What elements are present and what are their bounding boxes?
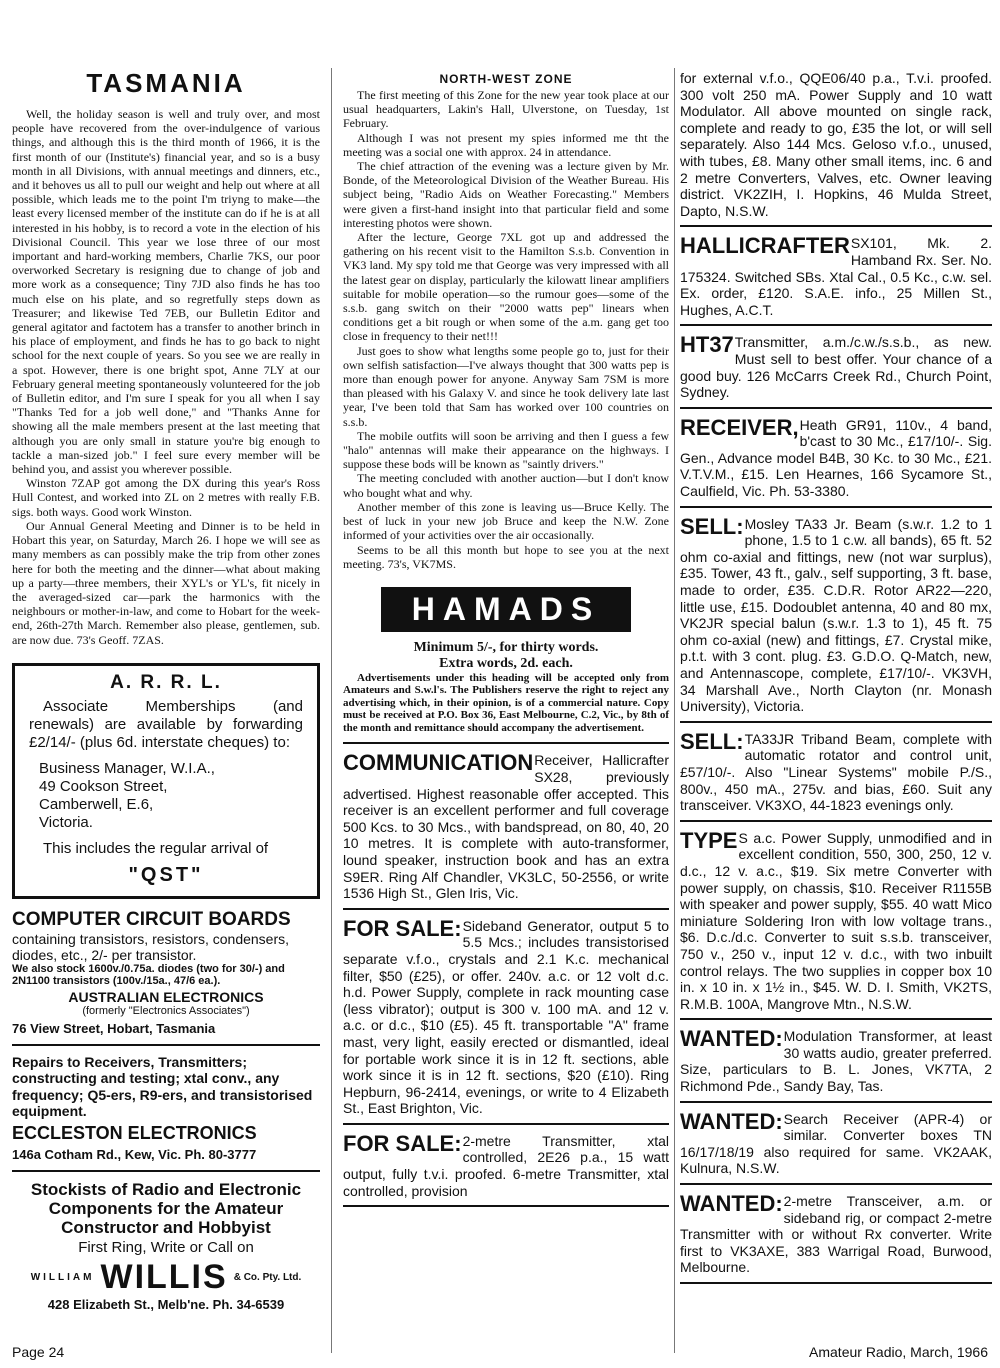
eccleston-name: ECCLESTON ELECTRONICS <box>12 1122 257 1143</box>
arrl-address-line: 49 Cookson Street, <box>39 777 168 795</box>
northwest-para: The first meeting of this Zone for the new year took place at our usual headquarters, Lakin's Hall, Ulverstone, on Tuesday, 1st February. <box>343 88 669 131</box>
column-2 <box>343 62 669 1215</box>
arrl-ad <box>12 663 320 899</box>
divider <box>12 1170 320 1172</box>
ccb-formerly: (formerly "Electronics Associates") <box>82 1004 250 1017</box>
classified-drop-cap: SELL: <box>680 513 744 539</box>
eccleston-ad <box>12 1054 320 1162</box>
hamads-rules: Advertisements under this heading will be accepted only from Amateurs and S.w.l's. The Publishers reserve the right to reject any advertising which, in their opinion, is of a commercial nature. Copy must be received at P.O. Box 36, East Melbourne, C.2, Vic., by 8th of the month and remittance should accompany the advertisement. <box>343 671 669 734</box>
arrl-address-line: Victoria. <box>39 813 93 831</box>
classified-text: 2-metre Transmitter, xtal controlled, 2E26 p.a., 15 watt output, fully t.v.i. proofed. 6-metre Transmitter, xtal controlled, provision <box>343 1132 669 1199</box>
willis-left: WILLIAM <box>30 1271 95 1283</box>
classifieds-col-2 <box>343 752 669 1207</box>
page-number: Page 24 <box>12 1344 65 1360</box>
northwest-para: Just goes to show what lengths some people go to, just for their own selfish satisfaction—I've always thought that 300 watts pep is more than enough power for anyone. Anyway Sam 7SM is more than pleased with his Galaxy V. and since he took delivery late last year, I've been told that Sam has worked over 100 countries on s.s.b. <box>343 343 669 429</box>
northwest-title: NORTH-WEST ZONE <box>439 72 573 86</box>
classified-drop-cap: HT37 <box>680 332 734 358</box>
classified-text: Transmitter, a.m./c.w./s.s.b., as new. Must sell to best offer. Your chance of a good buy. 126 McCarrs Creek Rd., Church Point, Sydney. <box>680 334 992 401</box>
classified-text: Modulation Transformer, at least 30 watts audio, greater preferred. Size, particulars to B. L. Jones, VK7TA, 2 Richmond Pde., Sandy Bay, Tas. <box>680 1028 992 1095</box>
willis-address: 428 Elizabeth St., Melb'ne. Ph. 34-6539 <box>47 1296 285 1312</box>
classified-text: TA33JR Triband Beam, complete with automatic rotator and control unit, £57/10/-. Also "Linear Systems" mobile P./S., 800v., 450 mA., 275v. and bias, £60. Suit any transceiver. VK3XO, 44-1823 evenings only. <box>680 730 992 814</box>
classified-ad <box>680 1028 992 1102</box>
tasmania-para-3: Our Annual General Meeting and Dinner is to be held in Hobart this year, on Saturday, March 26. I hope we will see as many members as can possibly make the trip from other zones here for both the meeting and the dinner—what about making up a party—three members, their XYL's or YL's, fit nicely in the averaged-sized car—park the harmonics with the neighbours or mother-in-law, and come to Hobart for the week-end, 26th-27th March. Remember also please, gentlemen, sub. are now due. 73's Geoff. 7ZAS. <box>12 518 320 647</box>
eccleston-body: Repairs to Receivers, Transmitters; constructing and testing; xtal conv., any frequency; Q5-ers, R9-ers, and transistorised equipment. <box>12 1053 313 1120</box>
hamads-min-1: Minimum 5/-, for thirty words. <box>413 639 599 655</box>
northwest-para: The mobile outfits will soon be arriving and then I guess a few "halo" antennas will make their appearance on the highways. I suppose these bods will be known as "saintly drivers." <box>343 428 669 472</box>
classified-text: Mosley TA33 Jr. Beam (s.w.r. 1.2 to 1 phone, 1.5 to 1 c.w. all bands), 65 ft. 52 ohm co-axial and fittings, new (not war surplus), £35. Tower, 43 ft., galv., self supporting, 3 ft. base, made to order, £35. C.D.R. Rotor AR22—220, little use, £15. Dodoublet antenna, 40 and 80 mx, VK2JR special balun (s.w.r. 1.3 to 1), 45 ft. 75 ohm co-axial (new) and fittings, £7. Crystal mike, p.t.t. with 3 cont. plug. £3. G.D.O. Q-Match, new, and Antennascope, complete, £17/10/-. VK3VH, 34 Marshall Ave., North Clayton (nr. Monash University), Victoria. <box>680 515 992 715</box>
column-rule-1 <box>331 68 332 1353</box>
classified-drop-cap: WANTED: <box>680 1026 783 1052</box>
arrl-body: Associate Memberships (and renewals) are available by forwarding £2/14/- (plus 6d. interstate cheques) to: <box>29 697 303 751</box>
classified-ad <box>343 752 669 909</box>
classified-text: for external v.f.o., QQE06/40 p.a., T.v.i. proofed. 300 volt 250 mA. Power Supply and 10 watt Modulator. All above mounted on single rack, complete and ready to go, £35 the lot, or will sell separately. Also 144 Mcs. Geloso v.f.o., unused, with tubes, £8. Many other small items, inc. 6 and 2 metre Converters, Valves, etc. Owner leaving district. VK2ZIH, I. Hopkins, 46 Mulda Street, Dapto, N.S.W. <box>680 70 992 219</box>
classified-ad <box>680 827 992 1021</box>
willis-headline: Stockists of Radio and Electronic Components for the Amateur Constructor and Hobbyist <box>30 1179 302 1237</box>
qst-title: "QST" <box>128 863 204 886</box>
classified-drop-cap: HALLICRAFTER <box>680 233 850 259</box>
northwest-para: After the lecture, George 7XL got up and addressed the gathering on his recent visit to the Hamilton S.s.b. Convention in VK3 land. My spy told me that George was very impressed with all the latest gear on display, particularly the kilowatt linear amplifiers suitable for mobile operation—so the rumour goes—some of the s.s.b. gang switch on their "2000 watts pep" linears when conditions get a bit rough or when some of the a.m. gang get too close in frequency to their net!!! <box>343 230 669 344</box>
classified-drop-cap: TYPE <box>680 827 738 853</box>
ccb-note: We also stock 1600v./0.75a. diodes (two for 30/-) and 2N1100 transistors (100v./15a., 47/6 ea.). <box>12 962 285 987</box>
journal-credit: Amateur Radio, March, 1966 <box>809 1344 988 1360</box>
classified-text: SX101, Mk. 2. Hamband Rx. Ser. No. 175324. Switched SBs. Xtal Cal., 0.5 Kc., c.w. sel. Ex. order, £120. S.A.E. info., 25 Millen St., Hughes, A.C.T. <box>680 235 992 318</box>
column-3 <box>680 70 992 1292</box>
classified-ad <box>680 1108 992 1185</box>
ccb-body: containing transistors, resistors, condensers, diodes, etc., 2/- per transistor. <box>12 930 290 963</box>
northwest-para: The chief attraction of the evening was a lecture given by Mr. Bonde, of the Meteorological Division of the Weather Bureau. His subject being, "Radio Aids on Weather Forecasting." Members were given a first-hand insight into that particular field and some interesting photos were shown. <box>343 159 669 230</box>
classified-drop-cap: FOR SALE: <box>343 1130 462 1156</box>
classified-text: Receiver, Hallicrafter SX28, previously advertised. Highest reasonable offer accepted. This receiver is an excellent performer and full coverage 500 Kcs. to 30 Mcs., with bandspread, on 80, 40, 20 10 metres. It is complete with auto-transformer, lound speaker, instruction book and has an extra S9ER. Ring Alf Chandler, VK3LC, 50-2556, or write 1536 High St., Glen Iris, Vic. <box>343 752 669 902</box>
column-1 <box>12 62 320 1312</box>
classified-ad <box>343 915 669 1125</box>
arrl-address <box>29 760 303 832</box>
northwest-para: Seems to be all this month but hope to see you at the next meeting. 73's, VK7MS. <box>343 542 669 571</box>
northwest-para: Another member of this zone is leaving us—Bruce Kelly. The best of luck in your new job Bruce and keep the N.W. Zone informed of your activities over the air occasionally. <box>343 499 669 543</box>
classified-ad <box>680 334 992 408</box>
classified-ad <box>680 235 992 326</box>
willis-logo <box>12 1258 320 1297</box>
computer-boards-ad <box>12 909 320 1036</box>
classified-ad <box>680 1193 992 1284</box>
northwest-para: The meeting concluded with another auction—but I don't know who bought what and why. <box>343 471 669 500</box>
divider <box>343 742 669 744</box>
willis-brand: WILLIS <box>100 1257 228 1296</box>
arrl-address-line: Business Manager, W.I.A., <box>39 759 215 777</box>
willis-right: & Co. Pty. Ltd. <box>233 1271 302 1283</box>
classified-ad <box>680 513 992 723</box>
ccb-title: COMPUTER CIRCUIT BOARDS <box>12 908 291 930</box>
eccleston-address: 146a Cotham Rd., Kew, Vic. Ph. 80-3777 <box>12 1146 257 1162</box>
tasmania-para-2: Winston 7ZAP got among the DX during this year's Ross Hull Contest, and worked into ZL on 2 metres with really F.B. sigs. both ways. Good work Winston. <box>12 476 320 519</box>
classified-text: S a.c. Power Supply, unmodified and in excellent condition, 550, 300, 250, 12 v. d.c., 12 v. a.c., $19. Six metre Converter with power supply, on chassis, $10. Receiver R1155B with speaker and power supply, $55. 40 watt Mico miniature Soldering Iron with low voltage trans., $6. D.c./d.c. Converter to suit s.s.b. transceiver, 750 v., 250 v., input 12 v. d.c., with two inbuilt control relays. The two supplies in copper box 10 in. x 10 in. x 1½ in., $45. W. D. I. Smith, VK2TS, R.M.B. 100A, Mangrove Mtn., N.S.W. <box>680 829 992 1012</box>
willis-sub: First Ring, Write or Call on <box>78 1238 254 1256</box>
classified-text: Sideband Generator, output 5 to 5.5 Mcs.; includes transistorised separate v.f.o., crystals and 2.1 K.c. mechanical filter, $50 (£25), or offer. 240v. a.c. or 12 volt d.c. h.d. Power Supply, complete in rack mounting case (less vibrator); output is 300 v. 100 mA. and 12 v. a.c. or d.c., $10 (£5). 45 ft. transportable "A" frame mast, very light, easily erected or dismantled, ideal for portable work since it is in 12 ft. sections, able work since it is in 12 ft. sections, $20 (£10). Ring Hepburn, 96-2414, evenings, or write to 4 Elizabeth St., East Brighton, Vic. <box>343 917 669 1117</box>
arrl-address-line: Camberwell, E.6, <box>39 795 154 813</box>
divider <box>12 1044 320 1046</box>
hamads-min-2: Extra words, 2d. each. <box>439 655 573 671</box>
tasmania-para-1: Well, the holiday season is well and truly over, and most people have recovered from the over-indulgence of various things, and although this is the third month of 1966, it is the first month of our (Institute's) financial year, and so is a busy month in all Divisions, with annual meetings and dinners, etc., and it behoves us all to pull our weight and help out where at all possible, which leads me to the point I'm triyng to make—the least every licensed member of the institute can do if he is at all interested in his hobby, is to record a vote in the election of his Divisional Council. This year we lose three of our most important and hard-working members, Charlie 7KS, our poor overworked Secretary is resigning due to change of job and more work as a consequence; Tiny 7JD also finds he has too much else on his plate, and so regretfully steps down as Treasurer; and likewise Ted 7EB, our Bulletin Editor and general agitator and factotem has a transfer to another brinch in his place of employment, and finds he has to go back to night school for the next couple of years. So you see we are really in a spot. However, there is one bright spot, Anne 7LY at our February general meeting spontaneously volunteered for the job of Bulletin editor, and I'm sure I speak for you all when I say "Thanks Ted for a job well done," and "Thanks Anne for showing all the male members present at the last meeting that although you are only small in stature you're big enough to tackle a man-sized job." I feel sure every member will be behind you, and assist you wherever possible. <box>12 107 320 477</box>
willis-ad <box>12 1180 320 1312</box>
classified-drop-cap: SELL: <box>680 728 744 754</box>
tasmania-title: TASMANIA <box>86 68 246 98</box>
classified-text: Search Receiver (APR-4) or similar. Converter boxes TN 16/17/18/19 also required for same. VK2AAK, Kulnura, N.S.W. <box>680 1110 992 1177</box>
classified-ad <box>343 1130 669 1207</box>
arrl-includes: This includes the regular arrival of <box>43 839 269 857</box>
classified-drop-cap: RECEIVER, <box>680 414 799 440</box>
column-rule-2 <box>674 68 675 1353</box>
classified-ad <box>680 414 992 508</box>
northwest-para: Although I was not present my spies informed me tht the meeting was a social one with approx. 24 in attendance. <box>343 130 669 159</box>
classified-text: Heath GR91, 110v., 4 band, b'cast to 30 Mc., £17/10/-. Sig. Gen., Advance model B4B, 30 Kc. to 30 Mc., £21. V.T.V.M., £15. Len Hearnes, 166 Sycamore St., Caulfield, Vic. Ph. 53-3380. <box>680 416 992 500</box>
ccb-company: AUSTRALIAN ELECTRONICS <box>68 988 264 1005</box>
classified-ad <box>680 728 992 822</box>
classifieds-col-3 <box>680 70 992 1284</box>
classified-drop-cap: WANTED: <box>680 1108 783 1134</box>
ccb-address: 76 View Street, Hobart, Tasmania <box>12 1020 216 1036</box>
classified-drop-cap: FOR SALE: <box>343 915 462 941</box>
arrl-title: A. R. R. L. <box>110 671 222 693</box>
classified-ad <box>680 70 992 227</box>
classified-text: 2-metre Transceiver, a.m. or sideband rig, or compact 2-metre Transmitter with or without Rx converter. Write first to VK3AXE, 383 Warrigal Road, Burwood, Melbourne. <box>680 1193 992 1276</box>
classified-drop-cap: WANTED: <box>680 1191 783 1217</box>
classified-drop-cap: COMMUNICATION <box>343 750 534 776</box>
hamads-banner: HAMADS <box>381 587 631 632</box>
